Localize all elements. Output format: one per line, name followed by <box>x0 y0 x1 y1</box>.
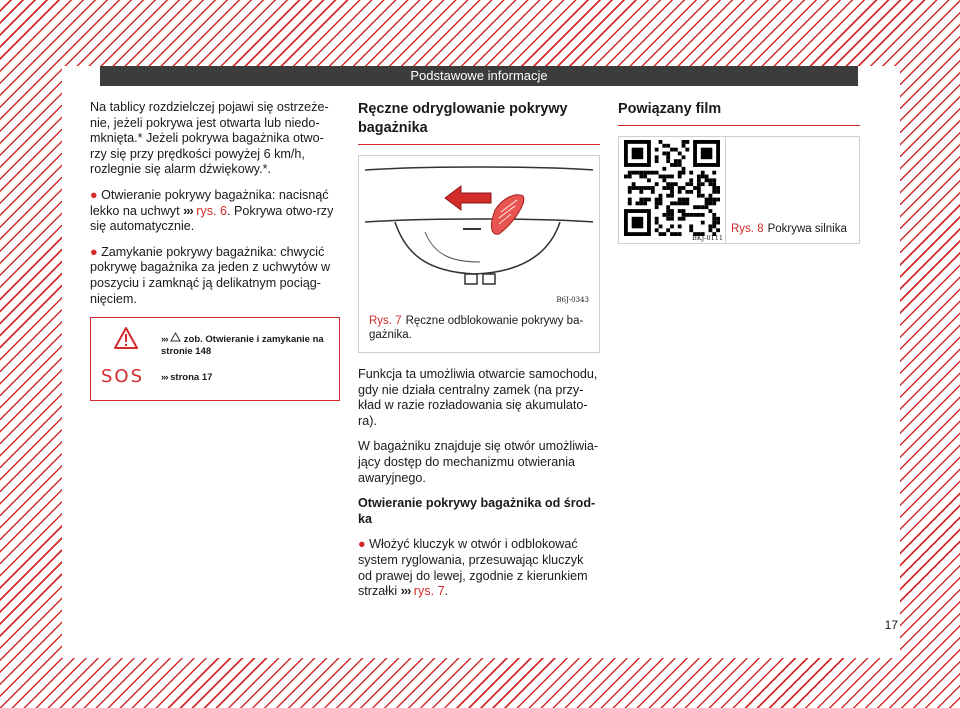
column-2 <box>358 100 600 610</box>
qr-code-label: BKJ-0111 <box>692 234 723 242</box>
bullet-close-trunk: ● Zamykanie pokrywy bagażnika: chwycić pokrywę bagażnika za jeden z uchwytów w poszyciu i zamknąć ją delikatnym pociąg-nięciem. <box>90 244 331 306</box>
bullet-open-trunk: ● Otwieranie pokrywy bagażnika: nacisnąć lekko na uchwyt ››› rys. 6. Pokrywa otwo-rzy się automatycznie. <box>90 187 334 234</box>
page-ref[interactable]: ››› strona 17 <box>161 372 213 384</box>
figure-caption: Rys. 7 Ręczne odblokowanie pokrywy ba-gażnika. <box>369 315 584 341</box>
figure-7 <box>358 155 600 353</box>
paragraph-warning-info: Na tablicy rozdzielczej pojawi się ostrzeże-nie, jeżeli pokrywa jest otwarta lub niedo-mknięta.* Jeżeli pokrywa bagażnika otwo-rzy się przy prędkości powyżej 6 km/h, rozlegnie się alarm dźwiękowy.*. <box>90 100 329 177</box>
figure-code: B6J-0343 <box>556 296 589 304</box>
figure-caption: Rys. 8 Pokrywa silnika <box>731 223 847 235</box>
bullet-dot-icon: ● <box>358 537 366 552</box>
page-number: 17 <box>884 618 898 632</box>
bullet-dot-icon: ● <box>90 187 98 202</box>
warning-ref[interactable]: ››› zob. Otwieranie i zamykanie na stronie 148 <box>161 334 324 358</box>
section-heading: Ręczne odryglowanie pokrywy bagażnika <box>358 101 568 136</box>
trunk-lock-drawing <box>365 162 593 306</box>
section-heading-wrap <box>618 100 860 126</box>
warning-box <box>90 317 340 401</box>
trunk-release-illustration <box>365 162 593 306</box>
ref-link-rys6[interactable]: rys. 6 <box>196 203 227 218</box>
bullet-insert-key: ● Włożyć kluczyk w otwór i odblokować system ryglowania, przesuwając kluczyk od prawej do lewej, zgodnie z kierunkiem strzałki ››› rys. 7. <box>358 537 588 599</box>
paragraph-opening: W bagażniku znajduje się otwór umożliwia-jący dostęp do mechanizmu otwierania awaryjnego. <box>358 439 599 485</box>
section-heading-wrap <box>358 100 600 145</box>
column-3 <box>618 100 860 244</box>
small-warning-icon <box>170 332 181 342</box>
warning-triangle-icon <box>113 326 139 350</box>
figure-8 <box>618 136 860 244</box>
paragraph-function: Funkcja ta umożliwia otwarcie samochodu, gdy nie działa centralny zamek (na przy-kład w razie rozładowania się akumulato-ra). <box>358 367 598 428</box>
sos-label: SOS <box>101 366 145 388</box>
qr-code-wrap[interactable] <box>619 137 726 243</box>
section-heading: Powiązany film <box>618 101 722 117</box>
subheading-inside: Otwieranie pokrywy bagażnika od środ-ka <box>358 496 596 526</box>
bullet-dot-icon: ● <box>90 244 98 259</box>
column-1 <box>90 100 340 401</box>
ref-link-rys7[interactable]: rys. 7 <box>413 584 445 599</box>
qr-code-icon <box>624 140 720 236</box>
page-header: Podstawowe informacje <box>100 66 858 86</box>
